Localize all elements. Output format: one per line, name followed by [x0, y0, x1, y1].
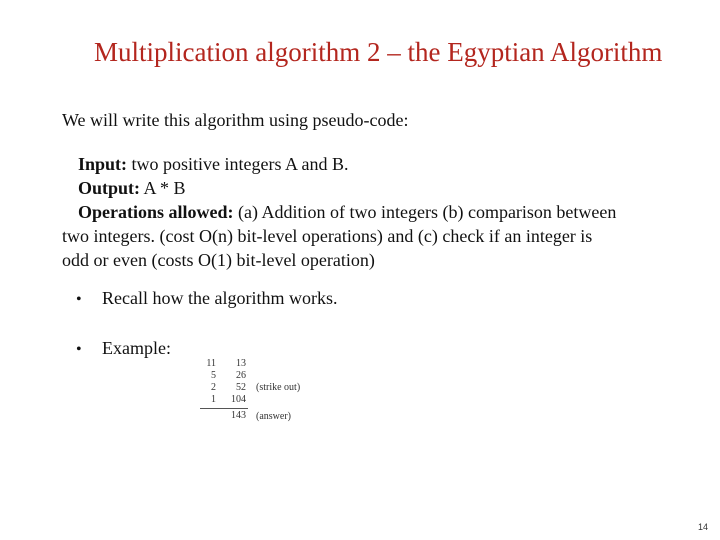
bullet-text: Example:	[102, 338, 171, 358]
example-answer-note: (answer)	[256, 411, 291, 422]
example-b-cell: 52	[236, 382, 246, 393]
example-answer: 143	[231, 410, 246, 421]
operations-text-2: two integers. (cost O(n) bit-level operations) and (c) check if an integer is	[62, 226, 593, 246]
page-number: 14	[697, 522, 708, 532]
example-note: (strike out)	[256, 382, 301, 393]
input-line	[62, 152, 682, 176]
example-b-cell: 104	[231, 394, 246, 405]
operations-text-1: (a) Addition of two integers (b) comparison between	[233, 202, 617, 222]
example-a-cell: 1	[211, 394, 216, 405]
input-label: Input:	[78, 154, 128, 174]
input-text: two positive integers A and B.	[127, 154, 349, 174]
intro-text: We will write this algorithm using pseudo-code:	[62, 110, 409, 130]
bullet-example	[76, 338, 171, 359]
output-text: A * B	[140, 178, 186, 198]
pseudo-code-spec	[62, 152, 682, 272]
example-b-cell: 13	[236, 358, 246, 369]
example-a-cell: 5	[211, 370, 216, 381]
example-table	[200, 358, 330, 426]
output-line	[62, 176, 682, 200]
operations-label: Operations allowed:	[78, 202, 234, 222]
example-a-cell: 2	[211, 382, 216, 393]
bullet-recall	[76, 288, 337, 309]
bullet-text: Recall how the algorithm works.	[102, 288, 338, 308]
bullet-dot-icon: •	[76, 291, 82, 308]
operations-text-3: odd or even (costs O(1) bit-level operation)	[62, 250, 375, 270]
bullet-dot-icon: •	[76, 341, 82, 358]
example-b-cell: 26	[236, 370, 246, 381]
sum-rule	[200, 408, 248, 409]
output-label: Output:	[78, 178, 141, 198]
example-a-cell: 11	[206, 358, 216, 369]
slide-title: Multiplication algorithm 2 – the Egyptian Algorithm	[94, 37, 663, 67]
operations-line	[62, 200, 682, 224]
